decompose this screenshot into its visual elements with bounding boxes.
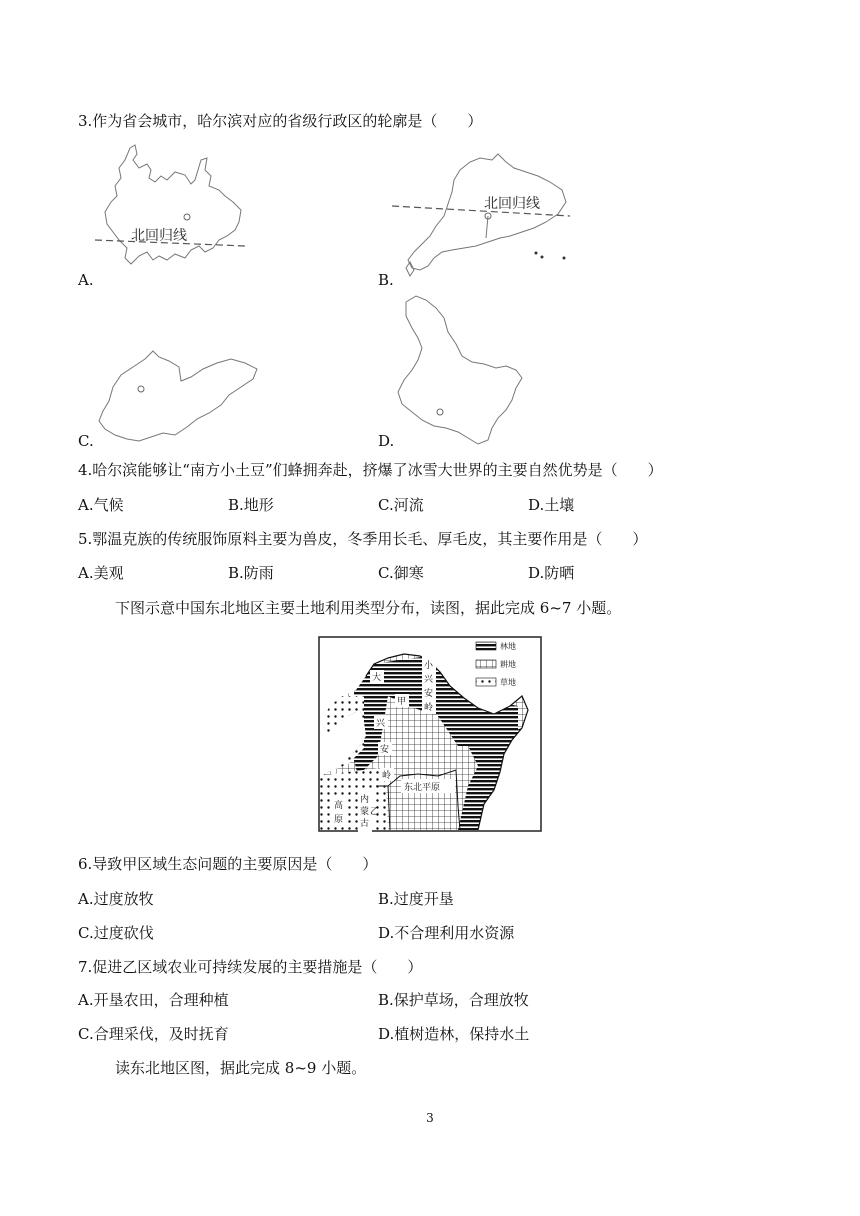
q5-option-d: D.防晒 <box>528 564 575 582</box>
question-4-stem: 4.哈尔滨能够让“南方小土豆”们蜂拥奔赴，挤爆了冰雪大世界的主要自然优势是（ ） <box>78 461 663 479</box>
option-d-label: D. <box>378 432 395 450</box>
label-jia: 甲 <box>397 697 407 707</box>
question-5-stem: 5.鄂温克族的传统服饰原料主要为兽皮，冬季用长毛、厚毛皮，其主要作用是（ ） <box>78 530 648 548</box>
q7-option-c: C.合理采伐，及时抚育 <box>78 1025 229 1043</box>
q4-option-a: A.气候 <box>78 496 124 514</box>
option-a-map <box>95 140 255 280</box>
q7-option-a: A.开垦农田，合理种植 <box>78 991 229 1009</box>
option-b-label: B. <box>378 271 394 289</box>
intro-8-9: 读东北地区图，据此完成 8~9 小题。 <box>115 1059 367 1077</box>
tropic-label-b: 北回归线 <box>484 196 540 212</box>
label-xing: 兴 <box>376 719 386 729</box>
intro-6-7: 下图示意中国东北地区主要土地利用类型分布，读图，据此完成 6~7 小题。 <box>115 599 622 617</box>
legend-grassland: 草地 <box>500 678 516 687</box>
label-nm-1: 内 <box>360 795 370 805</box>
label-yi: 乙 <box>370 807 380 817</box>
q7-option-d: D.植树造林，保持水土 <box>378 1025 530 1043</box>
q5-option-b: B.防雨 <box>228 564 274 582</box>
label-nm-3: 古 <box>360 819 370 829</box>
legend-forest: 林地 <box>500 642 516 651</box>
label-ling: 岭 <box>382 771 392 781</box>
label-xiaoxing-4: 岭 <box>424 703 434 713</box>
legend-forest-swatch <box>476 642 496 650</box>
q4-option-b: B.地形 <box>228 496 274 514</box>
label-plateau-2: 原 <box>334 815 344 825</box>
label-xiaoxing-3: 安 <box>424 689 434 699</box>
label-an: 安 <box>380 745 390 755</box>
tropic-label-a: 北回归线 <box>131 228 187 244</box>
q6-option-b: B.过度开垦 <box>378 890 454 908</box>
q7-option-b: B.保护草场，合理放牧 <box>378 991 529 1009</box>
label-da: 大 <box>372 673 382 683</box>
option-d-map <box>392 292 532 452</box>
q4-option-c: C.河流 <box>378 496 424 514</box>
q5-option-a: A.美观 <box>78 564 124 582</box>
label-xiaoxing-1: 小 <box>424 661 434 671</box>
question-6-stem: 6.导致甲区域生态问题的主要原因是（ ） <box>78 855 378 873</box>
page-number: 3 <box>426 1111 434 1125</box>
option-c-map <box>95 345 265 445</box>
label-xiaoxing-2: 兴 <box>424 675 434 685</box>
label-plateau-1: 高 <box>334 801 344 811</box>
q6-option-c: C.过度砍伐 <box>78 924 154 942</box>
label-northeast-plain: 东北平原 <box>404 783 441 793</box>
q4-option-d: D.土壤 <box>528 496 575 514</box>
legend-grassland-swatch <box>476 678 496 686</box>
legend-farmland: 耕地 <box>500 660 516 669</box>
label-nm-2: 蒙 <box>360 807 370 817</box>
option-b-map <box>390 150 580 280</box>
option-a-label: A. <box>78 271 94 289</box>
option-c-label: C. <box>78 432 94 450</box>
q5-option-c: C.御寒 <box>378 564 424 582</box>
legend-farmland-swatch <box>476 660 496 668</box>
question-7-stem: 7.促进乙区域农业可持续发展的主要措施是（ ） <box>78 958 423 976</box>
q6-option-a: A.过度放牧 <box>78 890 154 908</box>
question-3-stem: 3.作为省会城市，哈尔滨对应的省级行政区的轮廓是（ ） <box>78 112 483 130</box>
land-use-map <box>318 636 542 832</box>
q6-option-d: D.不合理利用水资源 <box>378 924 515 942</box>
